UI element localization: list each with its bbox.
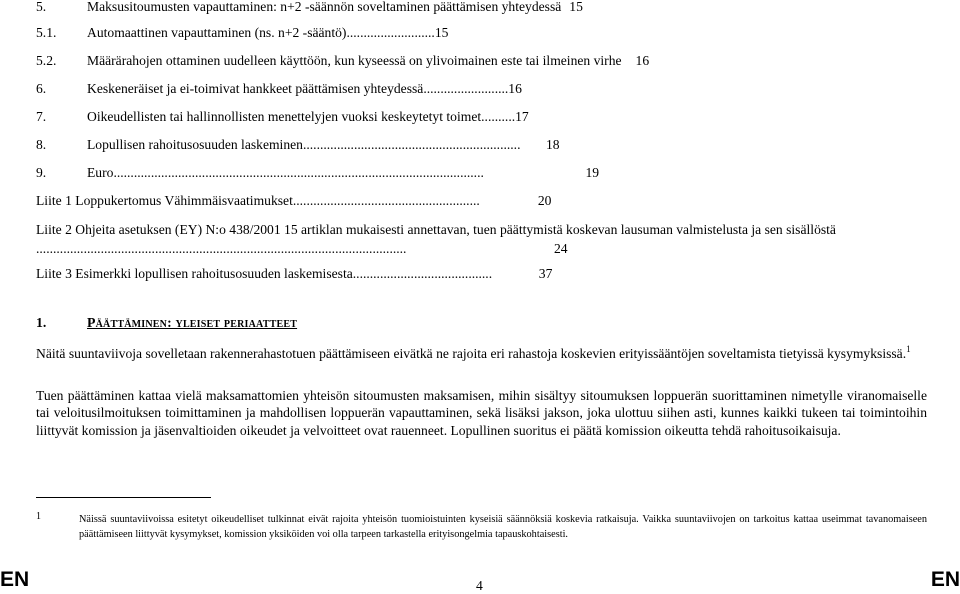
toc-number: 5. — [36, 0, 47, 14]
toc-number: 5.2. — [36, 53, 57, 68]
section-title: Päättäminen: yleiset periaatteet — [87, 315, 298, 330]
toc-entry[interactable] — [36, 53, 649, 69]
section-heading — [36, 315, 297, 331]
footer-language-right: EN — [930, 568, 960, 591]
toc-title: Oikeudellisten tai hallinnollisten menettelyjen vuoksi keskeytetyt toimet — [87, 109, 482, 124]
paragraph — [36, 387, 927, 439]
toc-entry[interactable] — [36, 165, 599, 181]
paragraph-text: Näitä suuntaviivoja sovelletaan rakennerahastotuen päättämiseen eivätkä ne rajoita eri rahastoja koskevien erityissääntöjen soveltamista tietyissä kysymyksissä. — [36, 346, 907, 361]
toc-page: 19 — [585, 165, 600, 180]
toc-entry-continuation[interactable] — [36, 241, 568, 257]
toc-title: Euro — [87, 165, 114, 180]
page-number: 4 — [476, 578, 483, 593]
toc-leader: .......................... — [346, 25, 435, 40]
footer-language-left: EN — [0, 568, 30, 591]
toc-title: Liite 3 Esimerkki lopullisen rahoitusosuuden laskemisesta — [36, 266, 353, 281]
toc-entry[interactable] — [36, 266, 552, 282]
toc-leader: ................................................................ — [302, 137, 521, 152]
toc-number: 7. — [36, 109, 47, 124]
footnote-mark: 1 — [36, 511, 41, 522]
toc-title: Lopullisen rahoitusosuuden laskeminen — [87, 137, 303, 152]
toc-entry[interactable] — [36, 222, 836, 238]
toc-page: 18 — [545, 137, 560, 152]
toc-page: 37 — [538, 266, 553, 281]
paragraph — [36, 345, 927, 362]
toc-leader: ......................................... — [352, 266, 493, 281]
toc-title: Automaattinen vapauttaminen (ns. n+2 -sääntö) — [87, 25, 347, 40]
toc-page: 17 — [515, 109, 529, 124]
toc-entry[interactable] — [36, 109, 529, 125]
toc-number: 8. — [36, 137, 47, 152]
toc-leader: ............................................................................................................. — [36, 241, 407, 256]
toc-title: Liite 2 Ohjeita asetuksen (EY) N:o 438/2001 15 artiklan mukaisesti annettavan, tuen päättymistä koskevan lausuman valmistelusta ja sen sisällöstä — [36, 222, 836, 237]
toc-number: 5.1. — [36, 25, 57, 40]
toc-page: 15 — [434, 25, 449, 40]
toc-page: 24 — [554, 241, 568, 256]
toc-page: 16 — [635, 53, 650, 68]
toc-page: 15 — [569, 0, 583, 14]
toc-page: 16 — [508, 81, 522, 96]
toc-entry[interactable] — [36, 137, 560, 153]
toc-leader: ......................... — [423, 81, 509, 96]
paragraph-text: Tuen päättäminen kattaa vielä maksamattomien yhteisön sitoumusten maksamisen, mihin sisältyy sitoumuksen loppuerän suorittaminen nimetylle viranomaiselle tai veloitusilmoituksen toimittaminen ja mahdollisen loppuerän vapauttaminen, sekä lisäksi jakson, joka ulottuu siihen asti, kunnes kaikki tukeen tai toimintoihin liittyvät komission ja jäsenvaltioiden oikeudet ja velvoitteet ovat rauenneet. Lopullinen suoritus ei päätä komission oikeutta tehdä rahoitusoikaisuja. — [36, 388, 927, 438]
footnote-divider — [36, 497, 211, 498]
toc-title: Keskeneräiset ja ei-toimivat hankkeet päättämisen yhteydessä — [87, 81, 424, 96]
toc-number: 9. — [36, 165, 47, 180]
footnote-reference[interactable]: 1 — [906, 344, 911, 354]
section-number: 1. — [36, 315, 47, 330]
toc-title: Määrärahojen ottaminen uudelleen käyttöön, kun kyseessä on ylivoimainen este tai ilmeinen virhe — [87, 53, 622, 68]
toc-entry[interactable] — [36, 25, 448, 41]
toc-entry[interactable] — [36, 193, 551, 209]
toc-title: Maksusitoumusten vapauttaminen: n+2 -säännön soveltaminen päättämisen yhteydessä — [87, 0, 562, 14]
toc-number: 6. — [36, 81, 47, 96]
toc-entry[interactable] — [36, 81, 522, 97]
toc-leader: ............................................................................................................. — [113, 165, 484, 180]
footnote-text: Näissä suuntaviivoissa esitetyt oikeudelliset tulkinnat eivät rajoita yhteisön tuomioistuinten kyseisiä säännöksiä koskevia ratkaisuja. Vaikka suuntaviivojen on tarkoitus kattaa useimmat tavanomaiseen päättämiseen liittyvät kysymykset, komission yksiköiden voi olla tarpeen tarkastella erityisongelmia tapauskohtaisesti. — [79, 514, 927, 540]
toc-entry[interactable] — [36, 0, 583, 15]
toc-page: 20 — [537, 193, 552, 208]
toc-title: Liite 1 Loppukertomus Vähimmäisvaatimukset — [36, 193, 293, 208]
toc-leader: .......... — [481, 109, 516, 124]
toc-leader: ....................................................... — [292, 193, 480, 208]
